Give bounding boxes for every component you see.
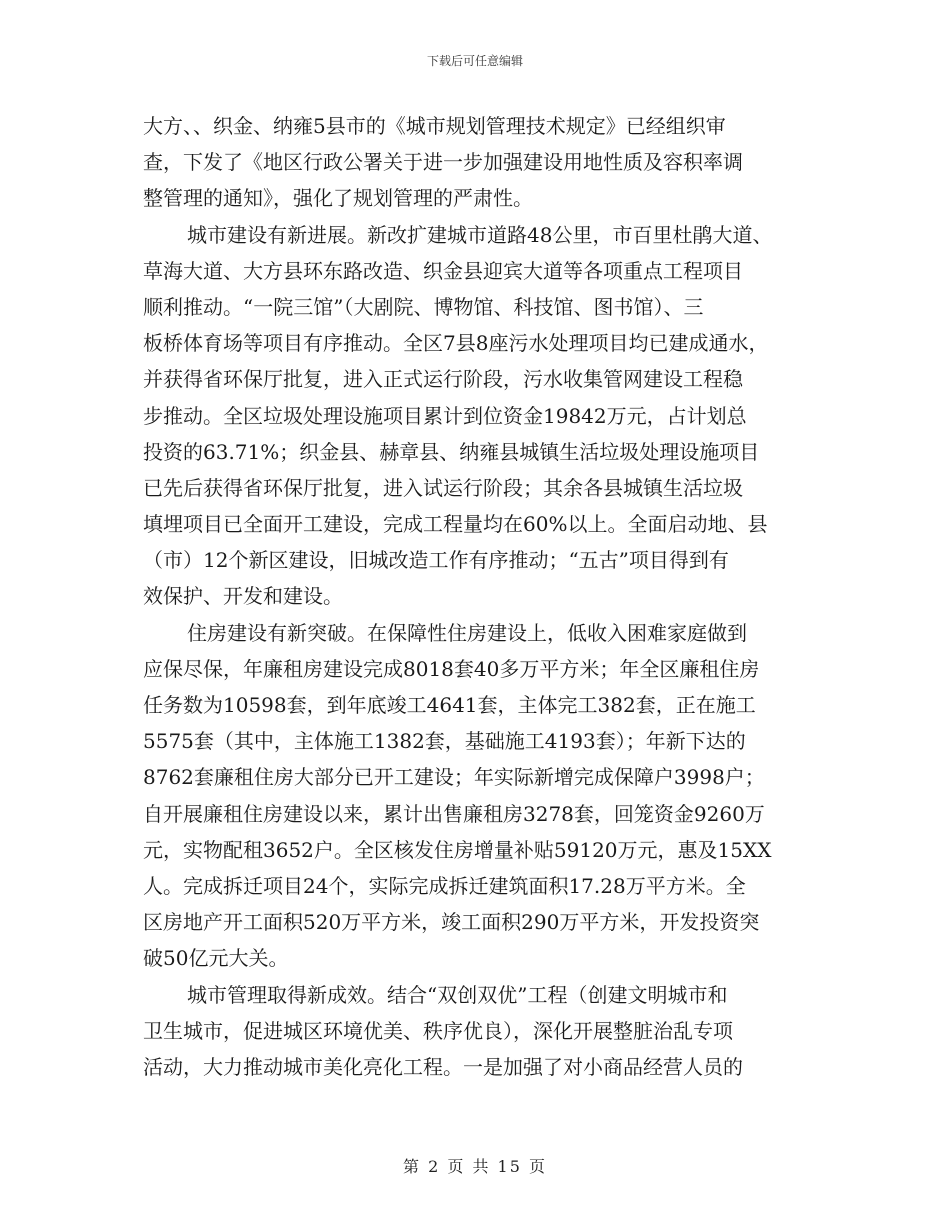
text-line: 破50亿元大关。 [143,946,289,971]
document-body [143,108,815,1085]
paragraph-start-line: 城市管理取得新成效。结合“双创双优”工程（创建文明城市和 [187,982,728,1007]
text-line: （市）12个新区建设，旧城改造工作有序推动；“五古”项目得到有 [143,548,729,573]
text-line: 人。完成拆迁项目24个，实际完成拆迁建筑面积17.28万平方米。全 [143,873,746,898]
text-line: 顺利推动。“一院三馆”（大剧院、博物馆、科技馆、图书馆）、三 [143,294,704,319]
page-footer: 第 2 页 共 15 页 [403,1157,547,1176]
text-line: 任务数为10598套，到年底竣工4641套，主体完工382套，正在施工 [143,693,756,717]
text-line: 卫生城市，促进城区环境优美、秩序优良），深化开展整脏治乱专项 [143,1018,733,1043]
text-line: 填埋项目已全面开工建设，完成工程量均在60%以上。全面启动地、县 [143,512,768,537]
text-line: 自开展廉租住房建设以来，累计出售廉租房3278套，回笼资金9260万 [143,801,765,826]
text-line: 投资的63.71%；织金县、赫章县、纳雍县城镇生活垃圾处理设施项目 [143,439,760,464]
text-line: 查，下发了《地区行政公署关于进一步加强建设用地性质及容积率调 [143,150,743,175]
text-line: 8762套廉租住房大部分已开工建设；年实际新增完成保障户3998户； [143,765,765,790]
page-header: 下载后可任意编辑 [426,54,523,68]
text-line: 步推动。全区垃圾处理设施项目累计到位资金19842万元，占计划总 [143,403,747,428]
text-line: 应保尽保，年廉租房建设完成8018套40多万平方米；年全区廉租住房 [143,656,760,681]
text-line: 大方、、织金、纳雍5县市的《城市规划管理技术规定》已经组织审 [143,114,726,138]
text-line: 整管理的通知》，强化了规划管理的严肃性。 [143,186,533,211]
text-line: 并获得省环保厅批复，进入正式运行阶段，污水收集管网建设工程稳 [143,367,743,392]
text-line: 效保护、开发和建设。 [143,584,343,609]
paragraph-start-line: 城市建设有新进展。新改扩建城市道路48公里，市百里杜鹃大道、 [187,222,773,247]
text-line: 活动，大力推动城市美化亮化工程。一是加强了对小商品经营人员的 [143,1054,743,1079]
text-line: 已先后获得省环保厅批复，进入试运行阶段；其余各县城镇生活垃圾 [143,475,743,500]
text-line: 元，实物配租3652户。全区核发住房增量补贴59120万元，惠及15XX [143,837,772,862]
text-line: 草海大道、大方县环东路改造、织金县迎宾大道等各项重点工程项目 [143,258,743,283]
text-line: 板桥体育场等项目有序推动。全区7县8座污水处理项目均已建成通水， [143,331,769,356]
paragraph-start-line: 住房建设有新突破。在保障性住房建设上，低收入困难家庭做到 [187,620,747,645]
text-line: 区房地产开工面积520万平方米，竣工面积290万平方米，开发投资突 [143,910,760,935]
text-line: 5575套（其中，主体施工1382套，基础施工4193套）；年新下达的 [143,729,746,754]
